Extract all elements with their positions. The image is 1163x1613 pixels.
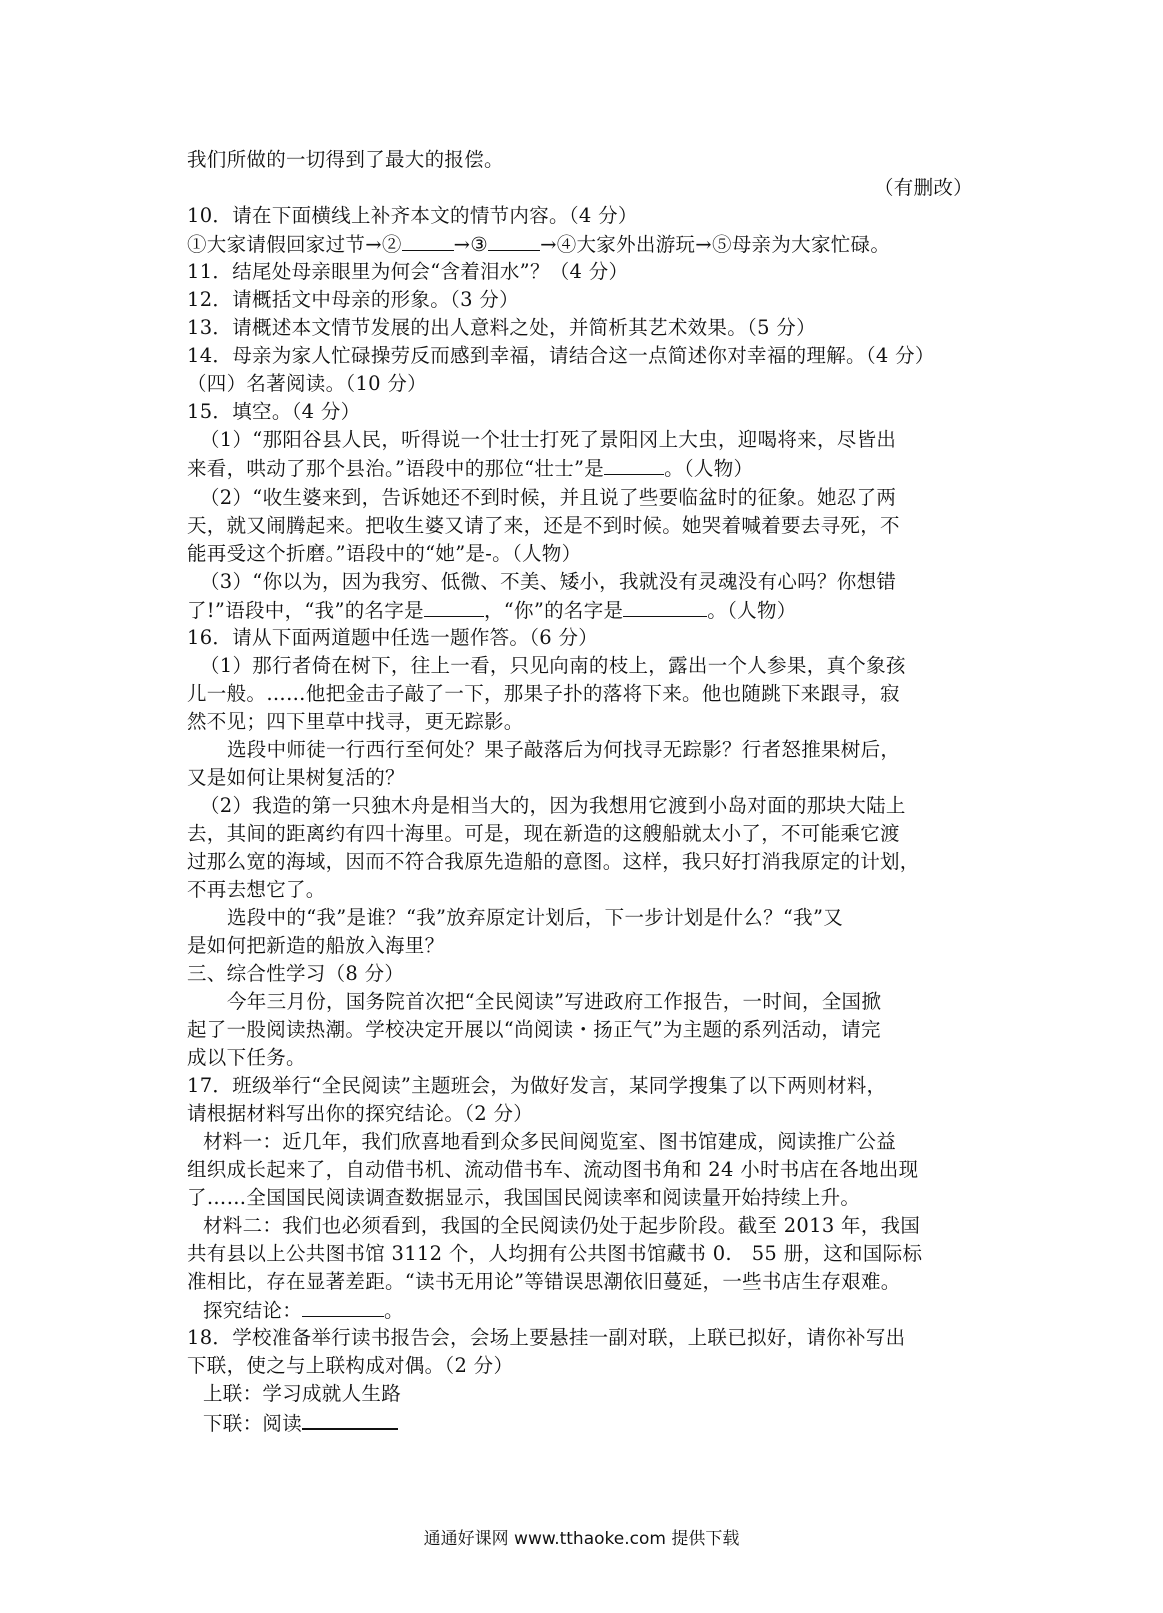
answer-blank[interactable] xyxy=(402,232,454,251)
text-line: 又是如何让果树复活的？ xyxy=(187,766,405,789)
text-line xyxy=(187,456,977,481)
text-line: 材料一：近几年，我们欣喜地看到众多民间阅览室、图书馆建成，阅读推广公益 xyxy=(203,1130,897,1153)
question-16: 16．请从下面两道题中任选一题作答。（6 分） xyxy=(187,626,599,649)
text-segment: 。 xyxy=(384,1299,404,1322)
plot-part-3: →④大家外出游玩→⑤母亲为大家忙碌。 xyxy=(540,233,891,256)
question-10: 10．请在下面横线上补齐本文的情节内容。（4 分） xyxy=(187,204,638,227)
text-segment: 。（人物） xyxy=(707,599,797,622)
text-line: 是如何把新造的船放入海里？ xyxy=(187,934,445,957)
upper-couplet: 上联：学习成就人生路 xyxy=(203,1382,402,1405)
text-line: 选段中师徒一行西行至何处？果子敲落后为何找寻无踪影？行者怒推果树后， xyxy=(227,738,901,761)
text-line: 不再去想它了。 xyxy=(187,878,326,901)
text-line: （1）“那阳谷县人民，听得说一个壮士打死了景阳冈上大虫，迎喝将来，尽皆出 xyxy=(200,428,897,451)
answer-blank[interactable] xyxy=(302,1410,398,1430)
text-line: 我们所做的一切得到了最大的报偿。 xyxy=(187,148,504,171)
text-segment: ，“你”的名字是 xyxy=(483,599,624,622)
plot-part-1: ①大家请假回家过节→② xyxy=(187,233,402,256)
text-line: 儿一般。……他把金击子敲了一下，那果子扑的落将下来。他也随跳下来跟寻，寂 xyxy=(187,682,900,705)
question-18: 18．学校准备举行读书报告会，会场上要悬挂一副对联，上联已拟好，请你补写出 xyxy=(187,1326,906,1349)
text-segment: 探究结论： xyxy=(203,1299,303,1322)
question-12: 12．请概括文中母亲的形象。（3 分） xyxy=(187,288,519,311)
text-line: （2）“收生婆来到，告诉她还不到时候，并且说了些要临盆时的征象。她忍了两 xyxy=(200,486,897,509)
text-segment: 了!”语段中，“我”的名字是 xyxy=(187,599,424,622)
text-line: 了……全国国民阅读调查数据显示，我国国民阅读率和阅读量开始持续上升。 xyxy=(187,1186,861,1209)
text-segment: 下联：阅读 xyxy=(203,1412,303,1435)
lower-couplet xyxy=(203,1410,993,1436)
answer-blank[interactable] xyxy=(623,598,707,617)
text-line: 然不见；四下里草中找寻，更无踪影。 xyxy=(187,710,524,733)
plot-part-2: →③ xyxy=(453,233,489,256)
text-segment: 来看，哄动了那个县治。”语段中的那位“壮士”是 xyxy=(187,457,605,480)
text-line: 下联，使之与上联构成对偶。（2 分） xyxy=(187,1354,514,1377)
revision-note: （有删改） xyxy=(873,176,973,199)
question-17: 17．班级举行“全民阅读”主题班会，为做好发言，某同学搜集了以下两则材料， xyxy=(187,1074,887,1097)
text-line: 起了一股阅读热潮。学校决定开展以“尚阅读・扬正气”为主题的系列活动，请完 xyxy=(187,1018,881,1041)
text-line: 准相比，存在显著差距。“读书无用论”等错误思潮依旧蔓延，一些书店生存艰难。 xyxy=(187,1270,901,1293)
page-footer: 通通好课网 www.tthaoke.com 提供下载 xyxy=(423,1529,740,1549)
section-heading: （四）名著阅读。（10 分） xyxy=(187,372,427,395)
text-line: 成以下任务。 xyxy=(187,1046,306,1069)
answer-blank[interactable] xyxy=(302,1298,384,1317)
answer-blank[interactable] xyxy=(424,598,484,617)
text-line: 天，就又闹腾起来。把收生婆又请了来，还是不到时候。她哭着喊着要去寻死，不 xyxy=(187,514,900,537)
answer-blank[interactable] xyxy=(604,456,664,475)
text-line: 组织成长起来了，自动借书机、流动借书车、流动图书角和 24 小时书店在各地出现 xyxy=(187,1158,919,1181)
text-line: （2）我造的第一只独木舟是相当大的，因为我想用它渡到小岛对面的那块大陆上 xyxy=(200,794,906,817)
text-line: （3）“你以为，因为我穷、低微、不美、矮小，我就没有灵魂没有心吗？你想错 xyxy=(200,570,897,593)
text-line: （1）那行者倚在树下，往上一看，只见向南的枝上，露出一个人参果，真个象孩 xyxy=(200,654,906,677)
text-line: 材料二：我们也必须看到，我国的全民阅读仍处于起步阶段。截至 2013 年，我国 xyxy=(203,1214,921,1237)
text-line: 去，其间的距离约有四十海里。可是，现在新造的这艘船就太小了，不可能乘它渡 xyxy=(187,822,900,845)
section-heading: 三、综合性学习（8 分） xyxy=(187,962,405,985)
text-line: 过那么宽的海域，因而不符合我原先造船的意图。这样，我只好打消我原定的计划， xyxy=(187,850,920,873)
text-line: 选段中的“我”是谁？“我”放弃原定计划后，下一步计划是什么？“我”又 xyxy=(227,906,844,929)
text-line xyxy=(203,1298,993,1323)
answer-blank[interactable] xyxy=(488,232,540,251)
question-13: 13．请概述本文情节发展的出人意料之处，并简析其艺术效果。（5 分） xyxy=(187,316,816,339)
text-segment: 。（人物） xyxy=(664,457,754,480)
plot-sequence xyxy=(187,232,977,257)
question-11: 11．结尾处母亲眼里为何会“含着泪水”？（4 分） xyxy=(187,260,629,283)
text-line: 共有县以上公共图书馆 3112 个，人均拥有公共图书馆藏书 0. 55 册，这和国际标 xyxy=(187,1242,923,1265)
text-line xyxy=(187,598,977,623)
question-15: 15．填空。（4 分） xyxy=(187,400,361,423)
text-line: 今年三月份，国务院首次把“全民阅读”写进政府工作报告，一时间，全国掀 xyxy=(227,990,882,1013)
text-line: 能再受这个折磨。”语段中的“她”是-。（人物） xyxy=(187,542,582,565)
text-line: 请根据材料写出你的探究结论。（2 分） xyxy=(187,1102,534,1125)
question-14: 14．母亲为家人忙碌操劳反而感到幸福，请结合这一点简述你对幸福的理解。（4 分） xyxy=(187,344,935,367)
